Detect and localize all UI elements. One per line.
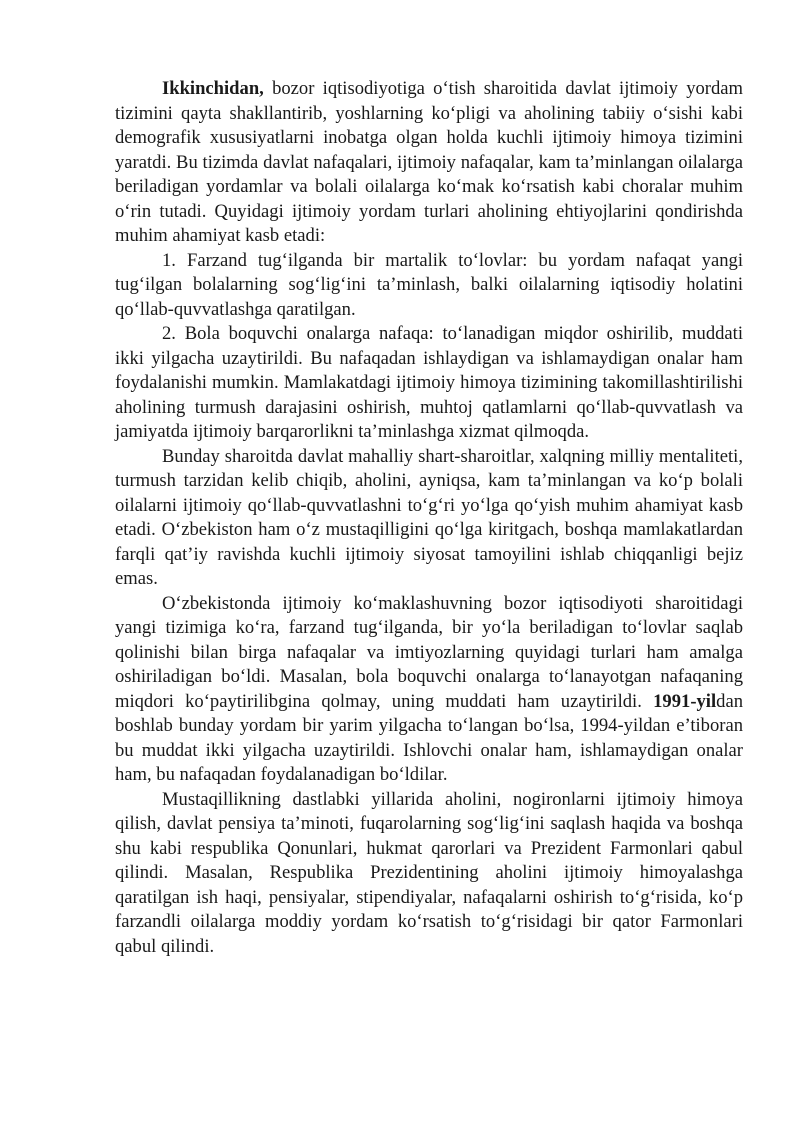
paragraph-uzbekistan-support (115, 592, 743, 788)
paragraph-text: bozor iqtisodiyotiga o‘tish sharoitida davlat ijtimoiy yordam tizimini qayta shakllantirib, yoshlarning ko‘pligi va aholining tabiiy o‘sishi kabi demografik xususiyatlarni inobatga olgan holda kuchli ijtimoiy himoya tizimini yaratdi. Bu tizimda davlat nafaqalari, ijtimoiy nafaqalar, kam ta’minlangan oilalarga beriladigan yordamlar va bolali oilalarga ko‘mak ko‘rsatish kabi choralar muhim o‘rin tutadi. Quyidagi ijtimoiy yordam turlari aholining ehtiyojlarini qondirishda muhim ahamiyat kasb etadi: (115, 78, 743, 246)
paragraph-social-protection-intro (115, 77, 743, 249)
list-item-birth-payment (115, 249, 743, 323)
paragraph-text: Bunday sharoitda davlat mahalliy shart-sharoitlar, xalqning milliy mentaliteti, turmush tarzidan kelib chiqib, aholini, ayniqsa, kam ta’minlangan va ko‘p bolali oilalarni ijtimoiy qo‘llab-quvvatlashni to‘g‘ri yo‘lga qo‘yish muhim ahamiyat kasb etadi. O‘zbekiston ham o‘z mustaqilligini qo‘lga kiritgach, boshqa mamlakatlardan farqli qat’iy ravishda kuchli ijtimoiy siyosat tamoyilini ishlab chiqqanligi bejiz emas. (115, 445, 743, 589)
paragraph-text: dan boshlab bunday yordam bir yarim yilgacha to‘langan bo‘lsa, 1994-yildan e’tiboran bu muddat ikki yilgacha uzaytirildi. Ishlovchi onalar ham, ishlamaydigan onalar ham, bu nafaqadan foydalanadigan bo‘ldilar. (115, 690, 743, 785)
paragraph-text: 1. Farzand tug‘ilganda bir martalik to‘lovlar: bu yordam nafaqat yangi tug‘ilgan bolalarning sog‘lig‘ini ta’minlash, balki oilalarning iqtisodiy holatini qo‘llab-quvvatlashga qaratilgan. (115, 249, 743, 320)
bold-year: 1991-yil (653, 690, 717, 712)
paragraph-independence-laws (115, 788, 743, 960)
document-page (115, 77, 743, 959)
paragraph-text: O‘zbekistonda ijtimoiy ko‘maklashuvning bozor iqtisodiyoti sharoitidagi yangi tizimiga ko‘ra, farzand tug‘ilganda, bir yo‘la beriladigan to‘lovlar saqlab qolinishi bilan birga nafaqalar va imtiyozlarning quyidagi turlari ham amalga oshiriladigan bo‘ldi. Masalan, bola boquvchi onalarga to‘lanayotgan nafaqaning miqdori ko‘paytirilibgina qolmay, uning muddati ham uzaytirildi. (115, 592, 743, 712)
lead-heading-ikkinchidan: Ikkinchidan, (162, 78, 264, 99)
list-item-mother-allowance (115, 322, 743, 445)
paragraph-text: 2. Bola boquvchi onalarga nafaqa: to‘lanadigan miqdor oshirilib, muddati ikki yilgacha uzaytirildi. Bu nafaqadan ishlaydigan va ishlamaydigan onalar ham foydalanishi mumkin. Mamlakatdagi ijtimoiy himoya tizimining takomillashtirilishi aholining turmush darajasini oshirish, muhtoj qatlamlarni qo‘llab-quvvatlash va jamiyatda ijtimoiy barqarorlikni ta’minlashga xizmat qilmoqda. (115, 323, 743, 442)
paragraph-social-policy (115, 445, 743, 592)
paragraph-text: Mustaqillikning dastlabki yillarida aholini, nogironlarni ijtimoiy himoya qilish, davlat pensiya ta’minoti, fuqarolarning sog‘lig‘ini saqlash haqida va boshqa shu kabi respublika Qonunlari, hukmat qarorlari va Prezident Farmonlari qabul qilindi. Masalan, Respublika Prezidentining aholini ijtimoiy himoyalashga qaratilgan ish haqi, pensiyalar, stipendiyalar, nafaqalarni oshirish to‘g‘risida, ko‘p farzandli oilalarga moddiy yordam ko‘rsatish to‘g‘risidagi bir qator Farmonlari qabul qilindi. (115, 788, 743, 957)
